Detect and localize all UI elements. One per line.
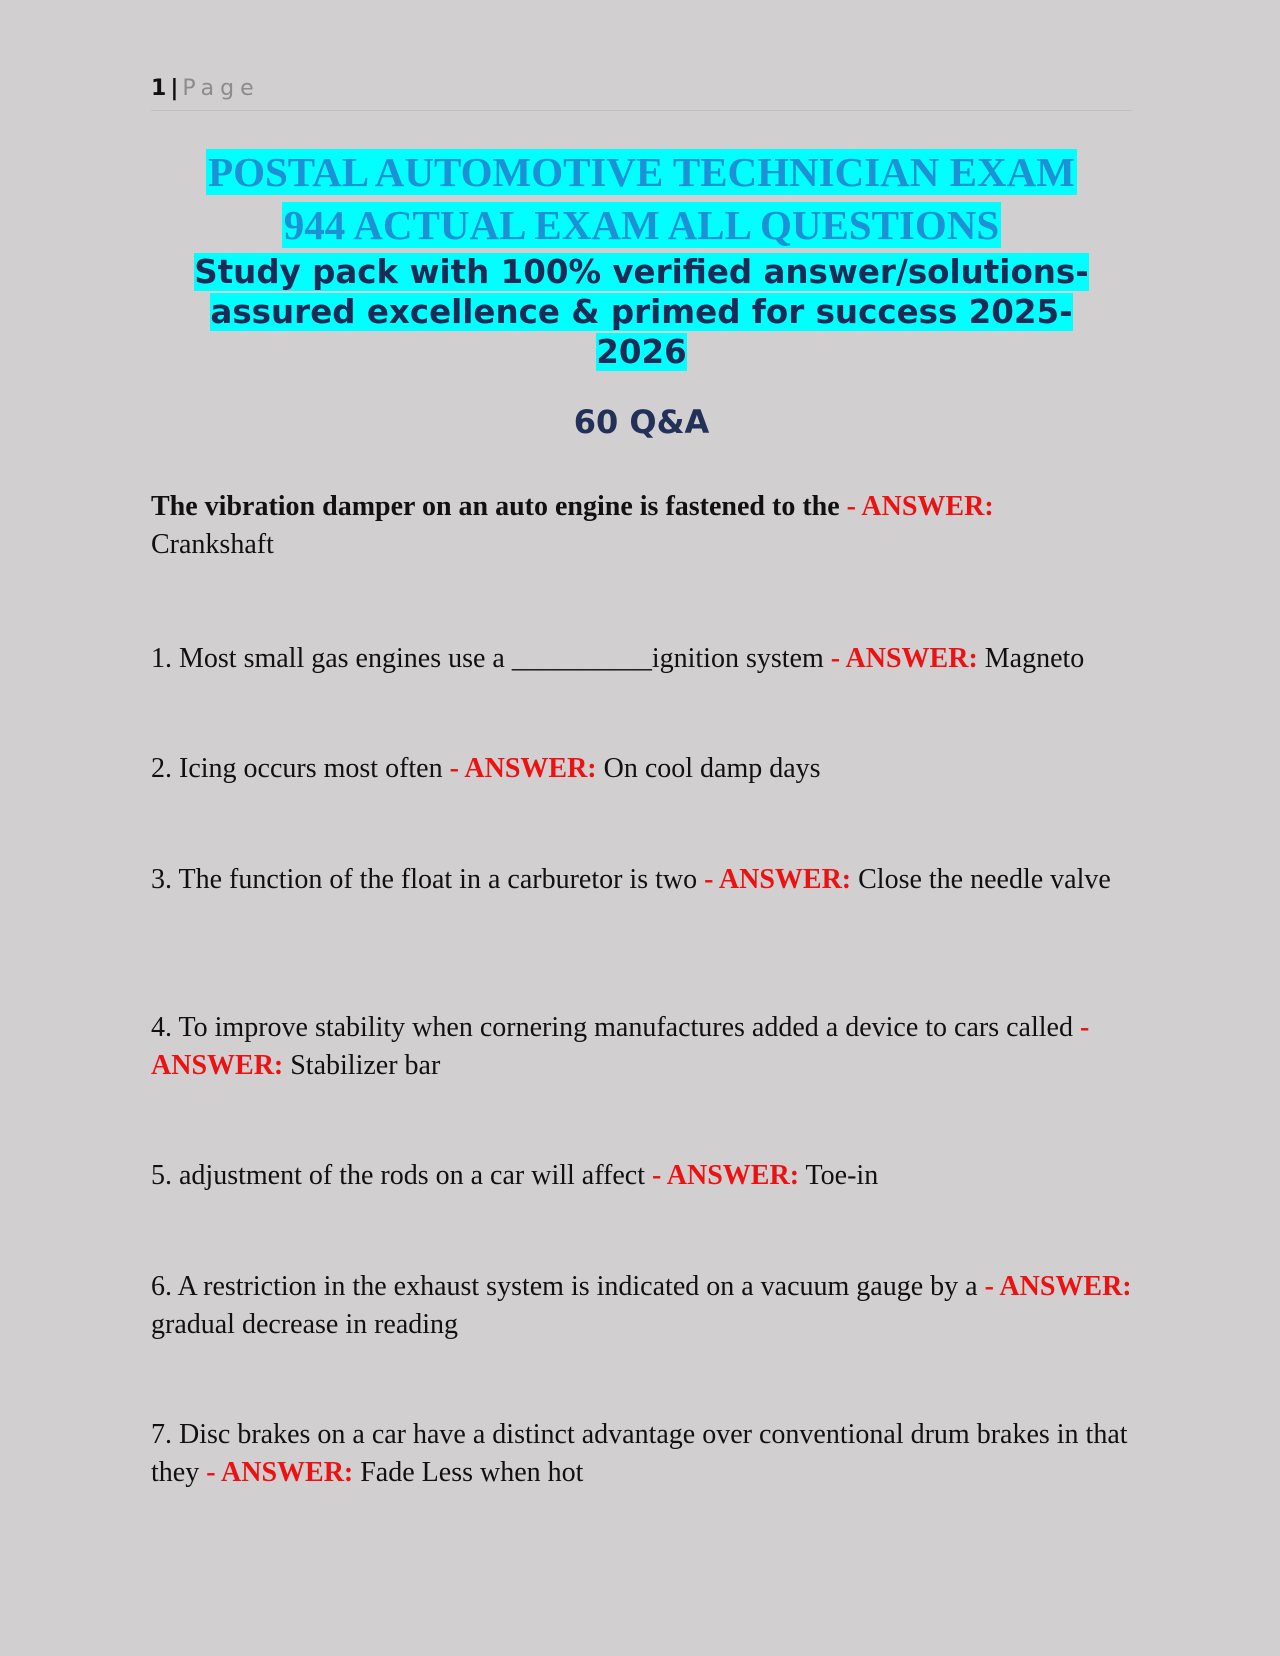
qa-item-5 [151, 1157, 1132, 1195]
answer-label: - ANSWER: [449, 753, 597, 784]
qa-item-4 [151, 1009, 1132, 1085]
answer-label: - ANSWER: [984, 1271, 1132, 1302]
answer-text: On cool damp days [603, 753, 821, 784]
answer-label: - ANSWER: [151, 1012, 1090, 1081]
qa-item-6 [151, 1268, 1132, 1344]
answer-text: Crankshaft [151, 529, 274, 560]
answer-label: - ANSWER: [830, 643, 978, 674]
answer-label: - ANSWER: [652, 1160, 800, 1191]
question-text: 7. Disc brakes on a car have a distinct advantage over conventional drum brakes in that they [151, 1419, 1128, 1488]
page-header [151, 74, 1132, 111]
qa-item-3 [151, 861, 1132, 899]
answer-text: Stabilizer bar [290, 1050, 441, 1081]
title-line-2: 944 ACTUAL EXAM ALL QUESTIONS [283, 202, 1000, 248]
subtitle-line-1: Study pack with 100% verified answer/solutions- [194, 253, 1089, 291]
answer-text: Close the needle valve [858, 864, 1111, 895]
answer-label: - ANSWER: [846, 491, 994, 522]
answer-text: Toe-in [805, 1160, 879, 1191]
subtitle-line-3: 2026 [596, 333, 687, 371]
page-separator: | [170, 76, 179, 101]
question-text: 5. adjustment of the rods on a car will affect [151, 1160, 645, 1191]
qa-item-7 [151, 1416, 1132, 1492]
page-number: 1 [151, 76, 167, 101]
answer-label: - ANSWER: [704, 864, 852, 895]
title-block [151, 146, 1132, 372]
answer-text: Fade Less when hot [360, 1457, 584, 1488]
qa-item-intro [151, 488, 1132, 564]
subtitle-line-2: assured excellence & primed for success 2025- [210, 293, 1073, 331]
page-label: Page [182, 76, 260, 101]
question-text: 3. The function of the float in a carburetor is two [151, 864, 698, 895]
question-text: 4. To improve stability when cornering manufactures added a device to cars called [151, 1012, 1073, 1043]
question-text: The vibration damper on an auto engine is fastened to the [151, 491, 840, 522]
qa-count-heading: 60 Q&A [573, 403, 710, 441]
document-subtitle [151, 252, 1132, 372]
answer-text: Magneto [984, 643, 1085, 674]
answer-text: gradual decrease in reading [151, 1309, 459, 1340]
question-text: 1. Most small gas engines use a __________ignition system [151, 643, 824, 674]
answer-label: - ANSWER: [206, 1457, 354, 1488]
qa-item-2 [151, 750, 1132, 788]
title-line-1: POSTAL AUTOMOTIVE TECHNICIAN EXAM [208, 149, 1075, 195]
qa-item-1 [151, 640, 1132, 678]
document-title [151, 146, 1132, 252]
question-text: 6. A restriction in the exhaust system is indicated on a vacuum gauge by a [151, 1271, 978, 1302]
document-page [151, 0, 1132, 1656]
question-text: 2. Icing occurs most often [151, 753, 443, 784]
